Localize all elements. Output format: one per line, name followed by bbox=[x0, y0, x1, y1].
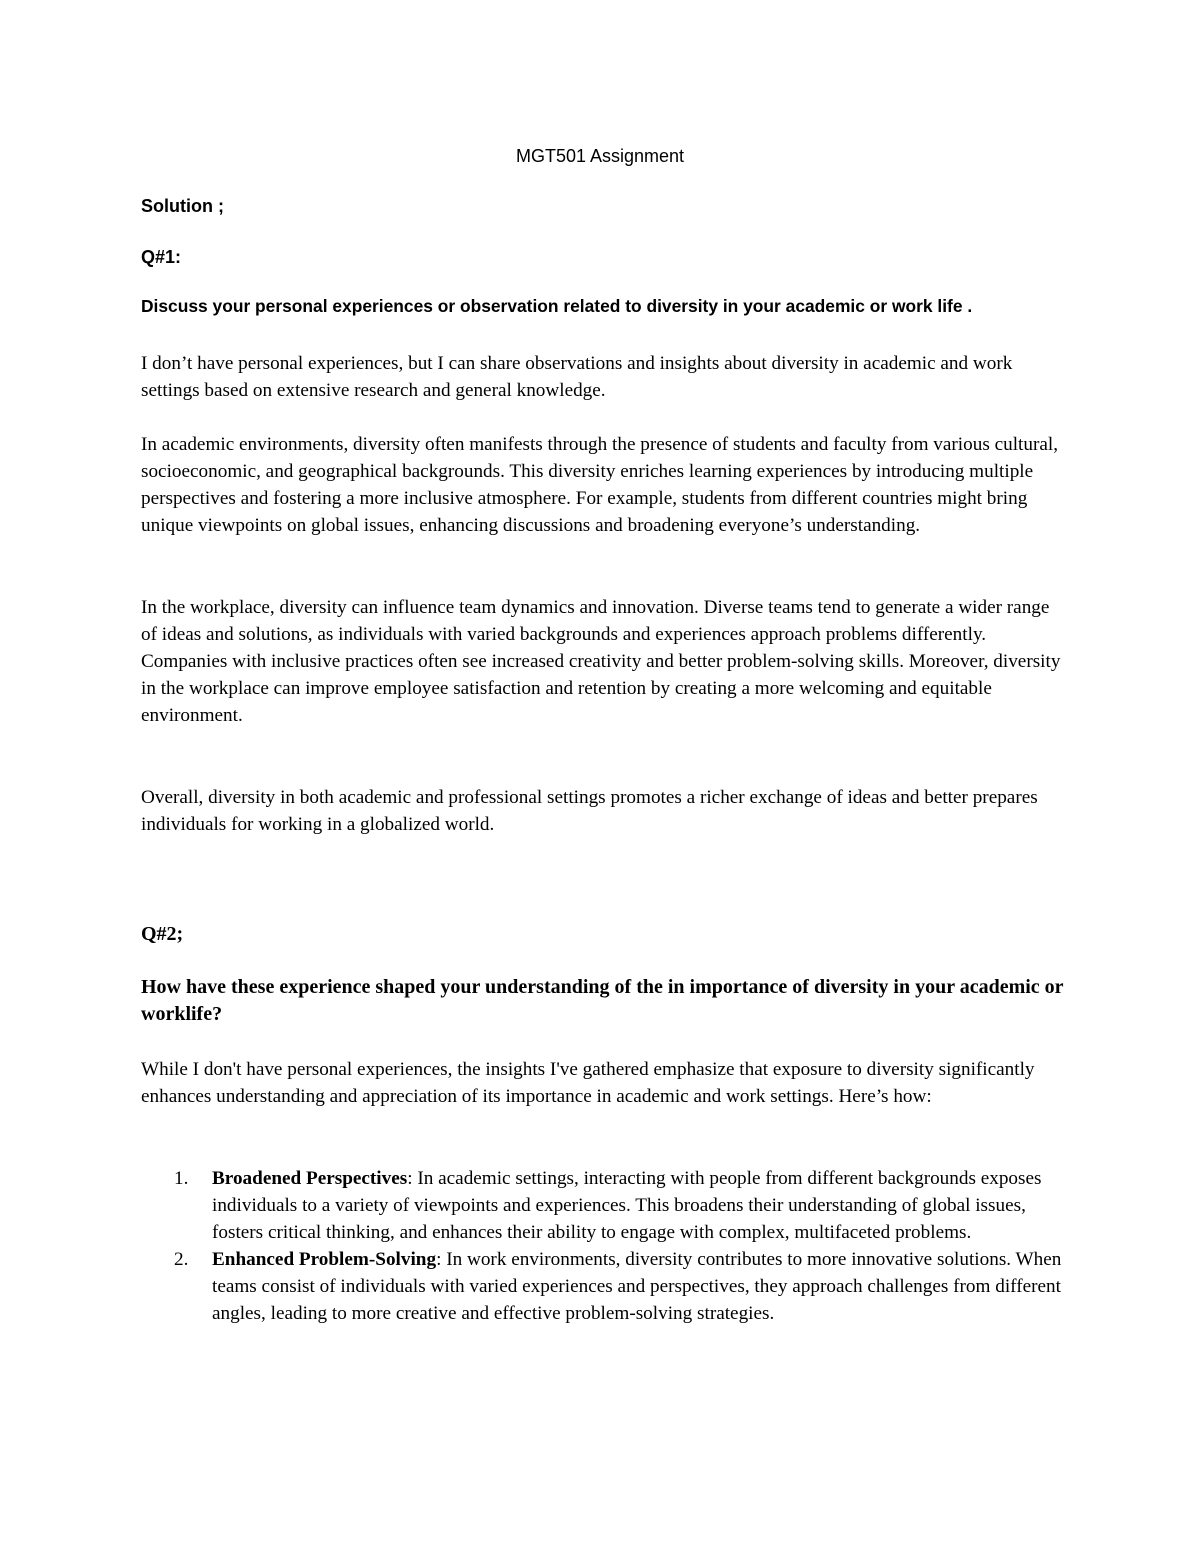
q2-label: Q#2; bbox=[141, 923, 184, 945]
list-item-term: Broadened Perspectives bbox=[212, 1168, 408, 1189]
list-item-number: 1. bbox=[174, 1168, 189, 1189]
list-item-text: : In academic settings, interacting with people from different backgrounds exposes individuals to a variety of viewpoints and experiences. This broadens their understanding of global issues, fosters critical thinking, and enhances their ability to engage with complex, multifaceted problems. bbox=[212, 1168, 1042, 1243]
list-item bbox=[141, 1165, 1071, 1246]
list-item-term: Enhanced Problem-Solving bbox=[212, 1249, 437, 1270]
list-item-number: 2. bbox=[174, 1249, 189, 1270]
q2-intro: While I don't have personal experiences, the insights I've gathered emphasize that exposure to diversity significantly enhances understanding and appreciation of its importance in academic and work settings. Here’s how: bbox=[141, 1059, 1035, 1107]
q1-label: Q#1: bbox=[141, 247, 182, 267]
q1-paragraph-4: Overall, diversity in both academic and professional settings promotes a richer exchange of ideas and better prepares individuals for working in a globalized world. bbox=[141, 787, 1038, 835]
q1-question: Discuss your personal experiences or observation related to diversity in your academic or work life . bbox=[141, 296, 973, 316]
numbered-list bbox=[141, 1165, 1071, 1327]
q1-paragraph-3: In the workplace, diversity can influence team dynamics and innovation. Diverse teams tend to generate a wider range of ideas and solutions, as individuals with varied backgrounds and experiences approach problems differently. Companies with inclusive practices often see increased creativity and better problem-solving skills. Moreover, diversity in the workplace can improve employee satisfaction and retention by creating a more welcoming and equitable environment. bbox=[141, 597, 1061, 726]
list-item-text: : In work environments, diversity contributes to more innovative solutions. When teams consist of individuals with varied experiences and perspectives, they approach challenges from different angles, leading to more creative and effective problem-solving strategies. bbox=[212, 1249, 1062, 1324]
q2-question: How have these experience shaped your understanding of the in importance of diversity in your academic or worklife? bbox=[141, 976, 1064, 1025]
solution-label: Solution ; bbox=[141, 196, 224, 216]
list-item bbox=[141, 1246, 1071, 1327]
q1-paragraph-1: I don’t have personal experiences, but I can share observations and insights about diversity in academic and work settings based on extensive research and general knowledge. bbox=[141, 353, 1013, 401]
document-title: MGT501 Assignment bbox=[515, 146, 685, 166]
q1-paragraph-2: In academic environments, diversity often manifests through the presence of students and faculty from various cultural, socioeconomic, and geographical backgrounds. This diversity enriches learning experiences by introducing multiple perspectives and fostering a more inclusive atmosphere. For example, students from different countries might bring unique viewpoints on global issues, enhancing discussions and broadening everyone’s understanding. bbox=[141, 434, 1058, 536]
